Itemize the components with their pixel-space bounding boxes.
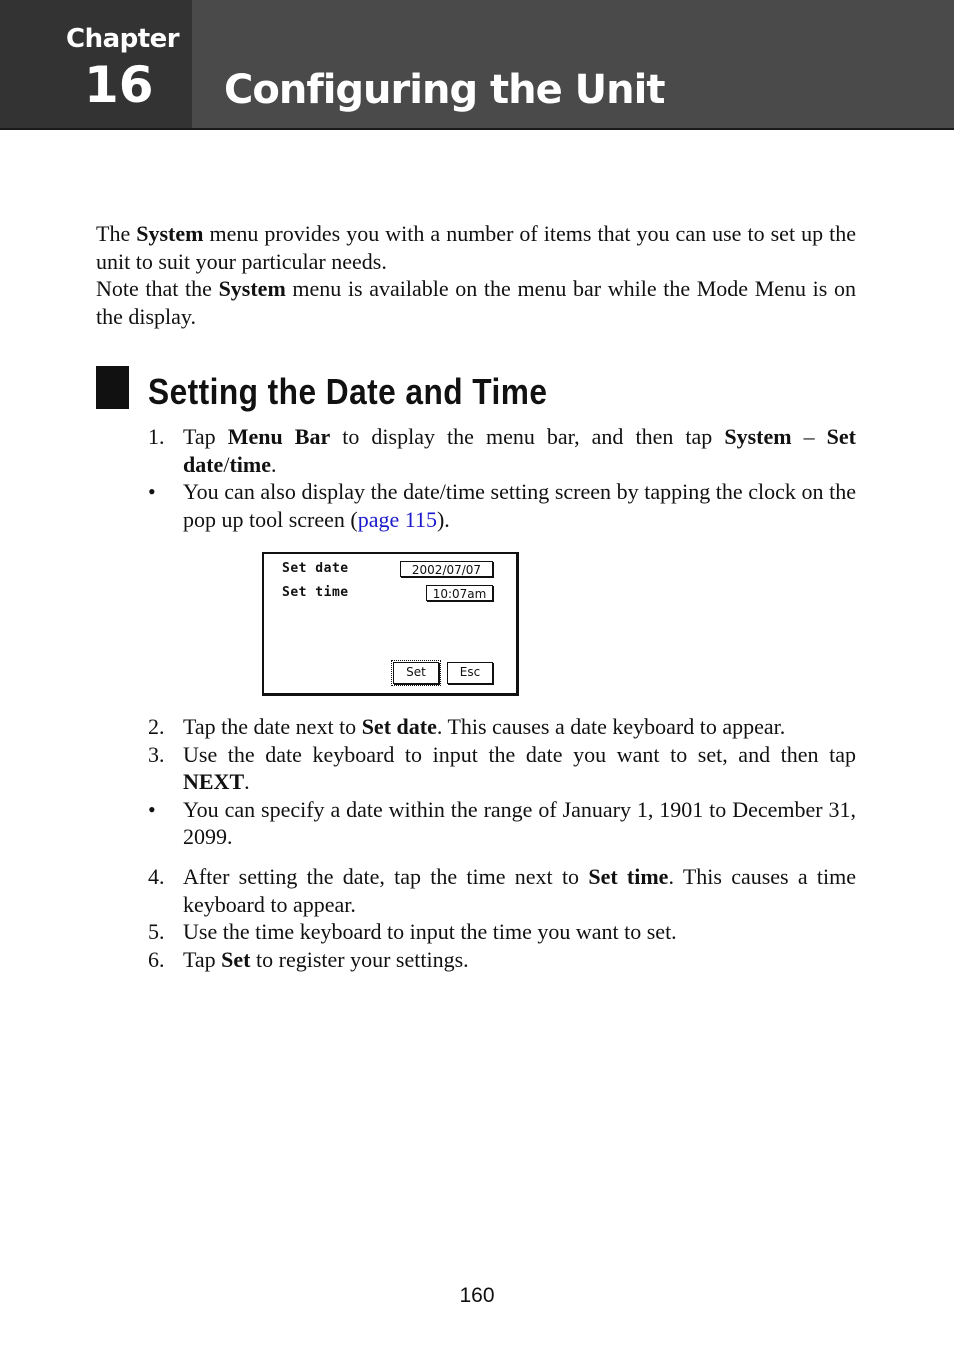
text-run: to register your settings. (250, 946, 469, 972)
text-run: ). (436, 506, 450, 532)
chapter-label: Chapter (66, 24, 180, 54)
text-run: Note that the (96, 276, 219, 301)
step-number: 4. (148, 864, 165, 889)
chapter-number: 16 (84, 56, 154, 114)
text-run: menu is available on the menu bar while the Mode Menu is on the display. (96, 276, 856, 329)
text-run: The (96, 221, 137, 246)
step-number: 3. (148, 741, 165, 767)
text-run: . (244, 769, 250, 794)
step-number: • (148, 479, 156, 504)
text-run: You can specify a date within the range of January 1, 1901 to December 31, 2099. (183, 796, 856, 849)
steps-list (148, 863, 856, 973)
intro-paragraph (96, 275, 856, 330)
step-number: 6. (148, 946, 165, 972)
intro-paragraph (96, 220, 856, 275)
set-button[interactable]: Set (393, 662, 439, 684)
step-item (148, 741, 856, 796)
step-item (148, 863, 856, 918)
step-number: • (148, 796, 156, 822)
text-run: – (791, 424, 827, 449)
text-run: Tap the date next to (183, 714, 362, 739)
page-number: 160 (459, 1284, 495, 1307)
text-run: After setting the date, tap the time next to (183, 864, 589, 889)
section-marker (96, 366, 129, 409)
step-number: 1. (148, 424, 165, 449)
text-run: Tap (183, 946, 222, 972)
steps-list (148, 713, 856, 851)
steps-list (148, 423, 856, 533)
chapter-title: Configuring the Unit (224, 67, 665, 113)
bold-term: System (724, 424, 792, 449)
bold-term: NEXT (183, 769, 245, 794)
bold-term: time (229, 451, 271, 477)
bold-term: Menu Bar (227, 424, 331, 449)
time-field[interactable]: 10:07am (426, 585, 493, 601)
text-run: / (223, 451, 230, 477)
esc-button[interactable]: Esc (447, 662, 493, 684)
bold-term: Set time (588, 864, 669, 889)
chapter-number-box (0, 0, 192, 128)
text-run: Use the time keyboard to input the time you want to set. (183, 919, 677, 944)
text-run: to display the menu bar, and then tap (330, 424, 725, 449)
step-number: 2. (148, 714, 165, 739)
text-run: menu provides you with a number of items that you can use to set up the unit to suit your particular needs. (96, 221, 857, 274)
text-run: Use the date keyboard to input the date you want to set, and then tap (183, 741, 856, 767)
bold-term: Set (221, 946, 251, 972)
step-number: 5. (148, 919, 165, 944)
chapter-header (0, 0, 954, 130)
date-field[interactable]: 2002/07/07 (400, 561, 493, 577)
date-time-screen (262, 552, 519, 696)
bold-term: Set date (183, 424, 856, 477)
bullet-note (148, 478, 856, 533)
bullet-note (148, 796, 856, 851)
text-run: . This causes a time keyboard to appear. (183, 864, 857, 917)
bold-term: System (136, 221, 204, 246)
bold-term: System (218, 276, 286, 301)
step-item (148, 423, 856, 478)
step-item (148, 918, 856, 946)
step-item (148, 946, 856, 974)
text-run: You can also display the date/time setting screen by tapping the clock on the pop up tool screen ( (183, 479, 856, 532)
text-run: . (270, 451, 277, 477)
set-time-label: Set time (282, 585, 349, 600)
set-date-label: Set date (282, 561, 349, 576)
page-link[interactable]: page 115 (357, 506, 437, 532)
intro-text (96, 220, 856, 330)
step-item (148, 713, 856, 741)
text-run: . This causes a date keyboard to appear. (436, 714, 786, 739)
section-title: Setting the Date and Time (148, 371, 548, 412)
text-run: Tap (183, 424, 228, 449)
bold-term: Set date (361, 714, 437, 739)
